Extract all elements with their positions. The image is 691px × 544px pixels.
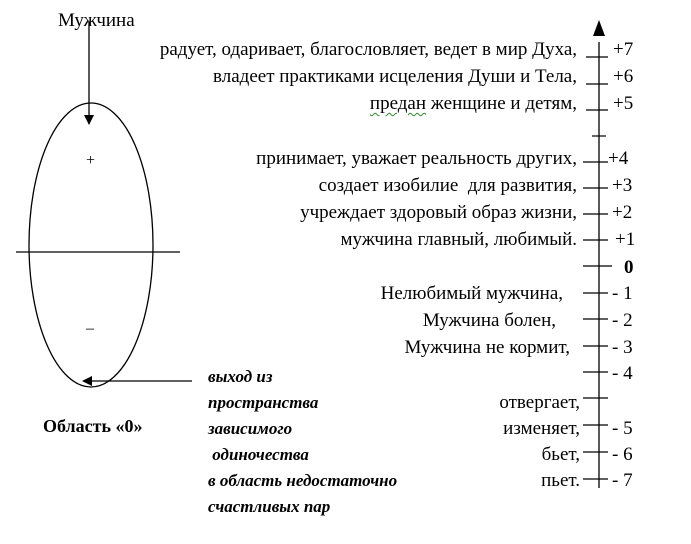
statement-plus-3: создает изобилие для развития, xyxy=(318,175,577,196)
exit-note-line-4: одиночества xyxy=(208,445,309,464)
statement-minus-2: Мужчина болен, xyxy=(422,310,556,331)
exit-note-line-5: в область недостаточно xyxy=(208,471,398,490)
level-minus-2: - 2 xyxy=(612,310,633,331)
level-plus-2: +2 xyxy=(612,202,633,223)
statement-minus-1: Нелюбимый мужчина, xyxy=(380,283,563,304)
exit-note-line-6: счастливых пар xyxy=(208,497,331,516)
spellcheck-underlined-word: предан xyxy=(369,93,427,114)
level-zero: 0 xyxy=(624,257,634,278)
level-minus-7: - 7 xyxy=(612,470,633,491)
level-plus-6: +6 xyxy=(613,66,634,87)
statement-plus-2: учреждает здоровый образ жизни, xyxy=(300,202,577,223)
man-ellipse xyxy=(29,103,153,387)
level-plus-1: +1 xyxy=(615,229,636,250)
level-minus-1: - 1 xyxy=(612,283,633,304)
statement-plus-5 xyxy=(370,93,577,115)
statement-minus-3: Мужчина не кормит, xyxy=(404,337,570,358)
statement-plus-4: принимает, уважает реальность других, xyxy=(256,148,577,169)
scale-ticks xyxy=(583,57,612,479)
level-minus-6: - 6 xyxy=(612,444,633,465)
level-minus-4: - 4 xyxy=(612,363,633,384)
level-plus-3: +3 xyxy=(612,175,633,196)
level-plus-5: +5 xyxy=(613,93,634,114)
level-plus-7: +7 xyxy=(613,39,634,60)
statement-minus-7: пьет. xyxy=(541,470,580,491)
scale-axis-arrowhead xyxy=(593,20,605,36)
plus-sign: + xyxy=(86,152,96,169)
statement-minus-5b: изменяет, xyxy=(503,418,580,439)
statement-plus-5-rest: женщине и детям, xyxy=(426,93,577,114)
minus-sign: – xyxy=(86,320,94,337)
exit-note-line-1: выход из xyxy=(208,367,273,386)
statement-plus-6: владеет практиками исцеления Души и Тела, xyxy=(213,66,577,87)
statement-minus-5a: отвергает, xyxy=(499,392,580,413)
level-minus-5: - 5 xyxy=(612,418,633,439)
statement-minus-6: бьет, xyxy=(541,444,580,465)
level-plus-4: +4 xyxy=(608,148,629,169)
exit-note-line-2: пространства xyxy=(208,393,319,412)
title: Мужчина xyxy=(58,10,135,31)
statement-plus-7: радует, одаривает, благословляет, ведет в мир Духа, xyxy=(159,39,577,60)
zero-region-label: Область «0» xyxy=(43,416,143,436)
statement-plus-1: мужчина главный, любимый. xyxy=(340,229,577,250)
level-minus-3: - 3 xyxy=(612,337,633,358)
exit-note-line-3: зависимого xyxy=(208,419,293,438)
